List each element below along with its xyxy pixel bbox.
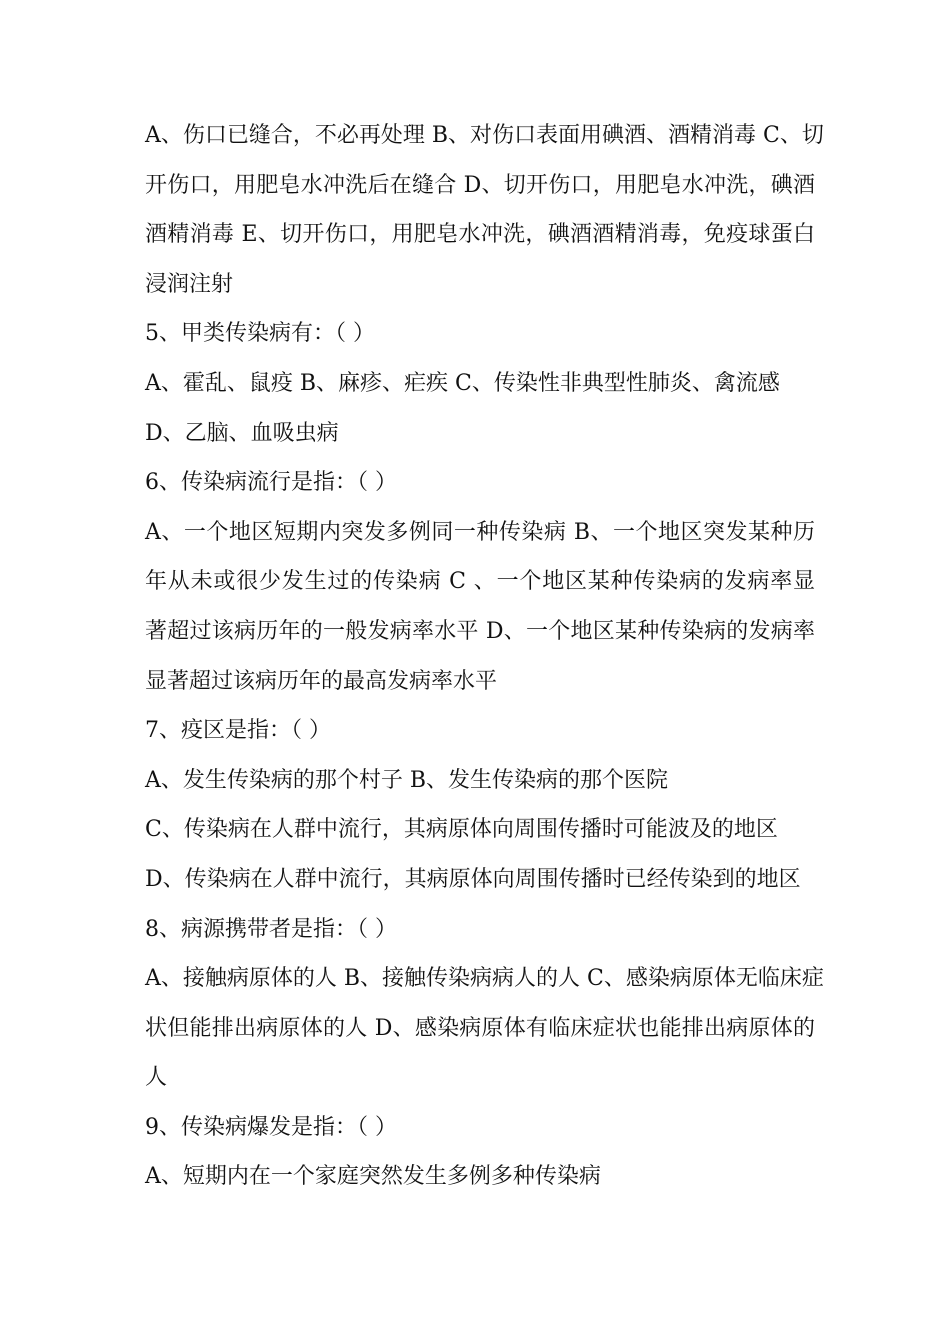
text-line: 状但能排出病原体的人 D、感染病原体有临床症状也能排出病原体的	[145, 1015, 815, 1041]
text-line: A、一个地区短期内突发多例同一种传染病 B、一个地区突发某种历	[145, 519, 815, 545]
text-line: 人	[145, 1065, 168, 1091]
text-line: 浸润注射	[145, 271, 234, 297]
text-line: A、接触病原体的人 B、接触传染病病人的人 C、感染病原体无临床症	[145, 966, 824, 992]
text-line: 著超过该病历年的一般发病率水平 D、一个地区某种传染病的发病率	[145, 618, 815, 644]
text-line: A、伤口已缝合，不必再处理 B、对伤口表面用碘酒、酒精消毒 C、切	[145, 123, 824, 148]
text-line: 7、疫区是指：（ ）	[145, 718, 331, 744]
text-line: A、发生传染病的那个村子 B、发生传染病的那个医院	[145, 767, 669, 793]
text-line: 开伤口，用肥皂水冲洗后在缝合 D、切开伤口，用肥皂水冲洗，碘酒	[145, 172, 815, 198]
text-line: 5、甲类传染病有：（ ）	[145, 321, 375, 347]
text-line: 年从未或很少发生过的传染病 C 、一个地区某种传染病的发病率显	[145, 569, 815, 595]
text-line: 9、传染病爆发是指：（ ）	[145, 1114, 397, 1140]
text-line: C、传染病在人群中流行，其病原体向周围传播时可能波及的地区	[145, 817, 778, 843]
text-line: D、传染病在人群中流行，其病原体向周围传播时已经传染到的地区	[145, 866, 801, 892]
text-line: A、短期内在一个家庭突然发生多例多种传染病	[145, 1164, 601, 1190]
text-line: 8、病源携带者是指：（ ）	[145, 916, 397, 942]
text-line: A、霍乱、鼠疫 B、麻疹、疟疾 C、传染性非典型性肺炎、禽流感	[145, 370, 780, 396]
text-line: 显著超过该病历年的最高发病率水平	[145, 668, 498, 694]
text-line: 酒精消毒 E、切开伤口，用肥皂水冲洗，碘酒酒精消毒，免疫球蛋白	[145, 222, 815, 248]
document-body	[145, 111, 824, 1202]
text-line: D、乙脑、血吸虫病	[145, 420, 339, 446]
text-line: 6、传染病流行是指：（ ）	[145, 470, 397, 496]
